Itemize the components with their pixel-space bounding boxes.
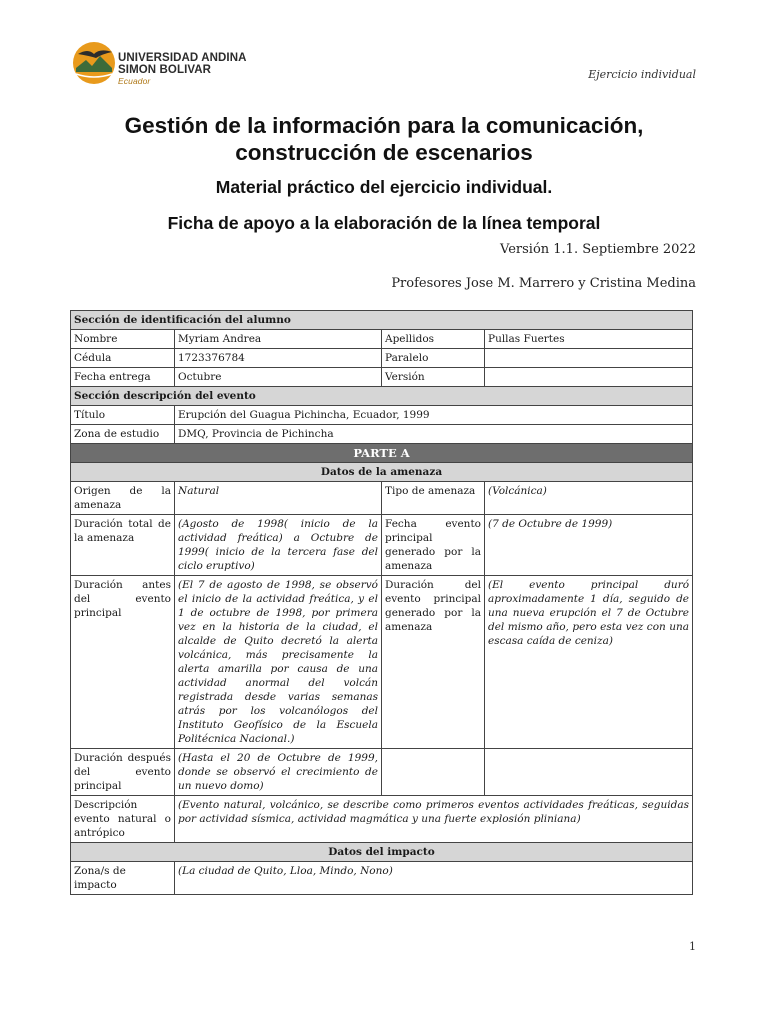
header-note: Ejercicio individual: [588, 68, 696, 81]
page-number: 1: [689, 940, 696, 953]
apellidos-value: Pullas Fuertes: [485, 330, 693, 349]
version-label: Versión: [382, 368, 485, 387]
form-table: [70, 310, 693, 895]
student-section-title: Sección de identificación del alumno: [71, 311, 693, 330]
fecha-entrega-value: Octubre: [175, 368, 382, 387]
duracion-total-label: Duración total de la amenaza: [71, 515, 175, 576]
tipo-label: Tipo de amenaza: [382, 482, 485, 515]
document-subtitle-1: Material práctico del ejercicio individual.: [215, 177, 553, 197]
nombre-value: Myriam Andrea: [175, 330, 382, 349]
table-row: [71, 796, 693, 843]
tipo-value: (Volcánica): [485, 482, 693, 515]
descripcion-label: Descripción evento natural o antrópico: [71, 796, 175, 843]
titulo-value: Erupción del Guagua Pichincha, Ecuador, 1999: [175, 406, 693, 425]
cedula-label: Cédula: [71, 349, 175, 368]
paralelo-label: Paralelo: [382, 349, 485, 368]
document-subtitle-2: Ficha de apoyo a la elaboración de la línea temporal: [167, 213, 601, 233]
table-row: [71, 330, 693, 349]
amenaza-header: [71, 463, 693, 482]
logo-line3: Ecuador: [118, 76, 151, 86]
parte-a-title: PARTE A: [71, 444, 693, 463]
document-title: Gestión de la información para la comunicación, construcción de escenarios: [124, 113, 644, 165]
duracion-evento-label: Duración del evento principal generado por la amenaza: [382, 576, 485, 749]
table-row: [71, 349, 693, 368]
table-row: [71, 576, 693, 749]
event-section-title: Sección descripción del evento: [71, 387, 693, 406]
duracion-antes-value: (El 7 de agosto de 1998, se observó el inicio de la actividad freática, y el 1 de octubre de 1998, por primera vez en la historia de la ciudad, el alcalde de Quito decretó la alerta volcánica, más precisamente la alerta amarilla por causa de una actividad anormal del volcán registrada desde varias semanas atrás por los volcanólogos del Instituto Geofísico de la Escuela Politécnica Nacional.): [175, 576, 382, 749]
zona-estudio-label: Zona de estudio: [71, 425, 175, 444]
zona-impacto-value: (La ciudad de Quito, Lloa, Mindo, Nono): [175, 862, 693, 895]
apellidos-label: Apellidos: [382, 330, 485, 349]
nombre-label: Nombre: [71, 330, 175, 349]
table-row: [71, 515, 693, 576]
fecha-entrega-label: Fecha entrega: [71, 368, 175, 387]
table-row: [71, 425, 693, 444]
condor-logo-icon: [72, 40, 116, 86]
professors-line: Profesores Jose M. Marrero y Cristina Medina: [391, 276, 696, 291]
fecha-evento-value: (7 de Octubre de 1999): [485, 515, 693, 576]
duracion-antes-label: Duración antes del evento principal: [71, 576, 175, 749]
version-value: [485, 368, 693, 387]
student-section-header: [71, 311, 693, 330]
zona-estudio-value: DMQ, Provincia de Pichincha: [175, 425, 693, 444]
impacto-header: [71, 843, 693, 862]
titulo-label: Título: [71, 406, 175, 425]
logo-line2: SIMON BOLIVAR: [118, 64, 212, 76]
table-row: [71, 482, 693, 515]
event-section-header: [71, 387, 693, 406]
university-logo: [72, 40, 262, 90]
empty-cell: [485, 749, 693, 796]
table-row: [71, 406, 693, 425]
cedula-value: 1723376784: [175, 349, 382, 368]
duracion-evento-value: (El evento principal duró aproximadamente 1 día, seguido de una nueva erupción el 7 de Octubre del mismo año, pero esta vez con una escasa caída de ceniza): [485, 576, 693, 749]
descripcion-value: (Evento natural, volcánico, se describe como primeros eventos actividades freáticas, seguidas por actividad sísmica, actividad magmática y una fuerte explosión pliniana): [175, 796, 693, 843]
version-line: Versión 1.1. Septiembre 2022: [500, 242, 696, 257]
logo-wordmark: [118, 52, 247, 86]
duracion-despues-label: Duración después del evento principal: [71, 749, 175, 796]
fecha-evento-label: Fecha evento principal generado por la amenaza: [382, 515, 485, 576]
zona-impacto-label: Zona/s de impacto: [71, 862, 175, 895]
logo-line1: UNIVERSIDAD ANDINA: [118, 52, 247, 64]
empty-cell: [382, 749, 485, 796]
amenaza-title: Datos de la amenaza: [71, 463, 693, 482]
origen-label: Origen de la amenaza: [71, 482, 175, 515]
paralelo-value: [485, 349, 693, 368]
impacto-title: Datos del impacto: [71, 843, 693, 862]
table-row: [71, 368, 693, 387]
duracion-total-value: (Agosto de 1998( inicio de la actividad freática) a Octubre de 1999( inicio de la tercera fase del ciclo eruptivo): [175, 515, 382, 576]
parte-a-header: [71, 444, 693, 463]
table-row: [71, 862, 693, 895]
origen-value: Natural: [175, 482, 382, 515]
table-row: [71, 749, 693, 796]
duracion-despues-value: (Hasta el 20 de Octubre de 1999, donde se observó el crecimiento de un nuevo domo): [175, 749, 382, 796]
